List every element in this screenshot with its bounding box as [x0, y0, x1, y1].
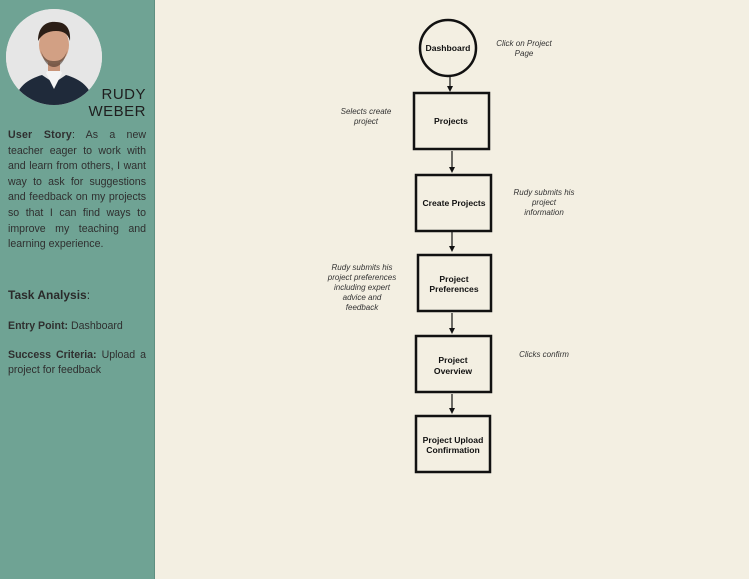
note-click-project-line1: Click on Project — [496, 39, 552, 48]
node-project-overview-line1: Project — [438, 355, 468, 365]
note-submits-prefs-line5: feedback — [345, 303, 379, 312]
node-project-overview — [416, 336, 491, 392]
node-dashboard — [420, 20, 476, 76]
note-selects-create-project — [341, 107, 392, 126]
node-create-projects-label: Create Projects — [422, 198, 486, 208]
user-last-name: WEBER — [88, 103, 146, 120]
node-dashboard-label: Dashboard — [425, 43, 471, 53]
note-submits-prefs-line1: Rudy submits his — [331, 263, 393, 272]
node-project-upload-confirmation — [416, 416, 490, 472]
note-submits-info-line2: project — [531, 198, 557, 207]
note-click-project-line2: Page — [514, 49, 534, 58]
user-first-name: RUDY — [101, 86, 146, 103]
node-project-upload-line2: Confirmation — [426, 445, 480, 455]
note-submits-info-line1: Rudy submits his — [513, 188, 575, 197]
node-create-projects — [416, 175, 491, 231]
node-projects — [414, 93, 489, 149]
user-story-text: : As a new teacher eager to work with and learn from others, I want way to ask for suggestions and feedback on my projects so that I can find ways to improve my teaching and learning experience. — [8, 129, 146, 251]
note-submits-prefs-line2: project preferences — [327, 273, 397, 282]
note-submits-prefs-line3: including expert — [333, 283, 391, 292]
task-analysis-label: Task Analysis — [8, 288, 87, 302]
note-clicks-confirm — [519, 350, 569, 359]
node-project-preferences-line1: Project — [439, 274, 469, 284]
entry-point-label: Entry Point: — [8, 320, 69, 332]
node-project-upload-line1: Project Upload — [422, 435, 484, 445]
note-rudy-submits-info — [514, 188, 575, 217]
note-submits-info-line3: information — [524, 208, 564, 217]
success-criteria-value: Upload a project for feedback — [8, 349, 146, 376]
note-selects-create-line2: project — [353, 117, 379, 126]
node-project-preferences — [418, 255, 491, 311]
node-project-overview-line2: Overview — [433, 366, 473, 376]
node-project-preferences-line2: Preferences — [429, 284, 479, 294]
success-criteria-label: Success Criteria: — [8, 349, 97, 361]
note-rudy-submits-preferences — [327, 263, 396, 312]
note-submits-prefs-line4: advice and — [342, 293, 382, 302]
note-selects-create-line1: Selects create — [340, 107, 392, 116]
task-analysis-colon: : — [86, 288, 91, 302]
note-clicks-confirm-line1: Clicks confirm — [519, 350, 569, 359]
entry-point-value: Dashboard — [68, 320, 123, 332]
user-story-label: User Story — [8, 129, 72, 141]
note-click-on-project-page — [496, 39, 552, 58]
node-projects-label: Projects — [434, 116, 468, 126]
